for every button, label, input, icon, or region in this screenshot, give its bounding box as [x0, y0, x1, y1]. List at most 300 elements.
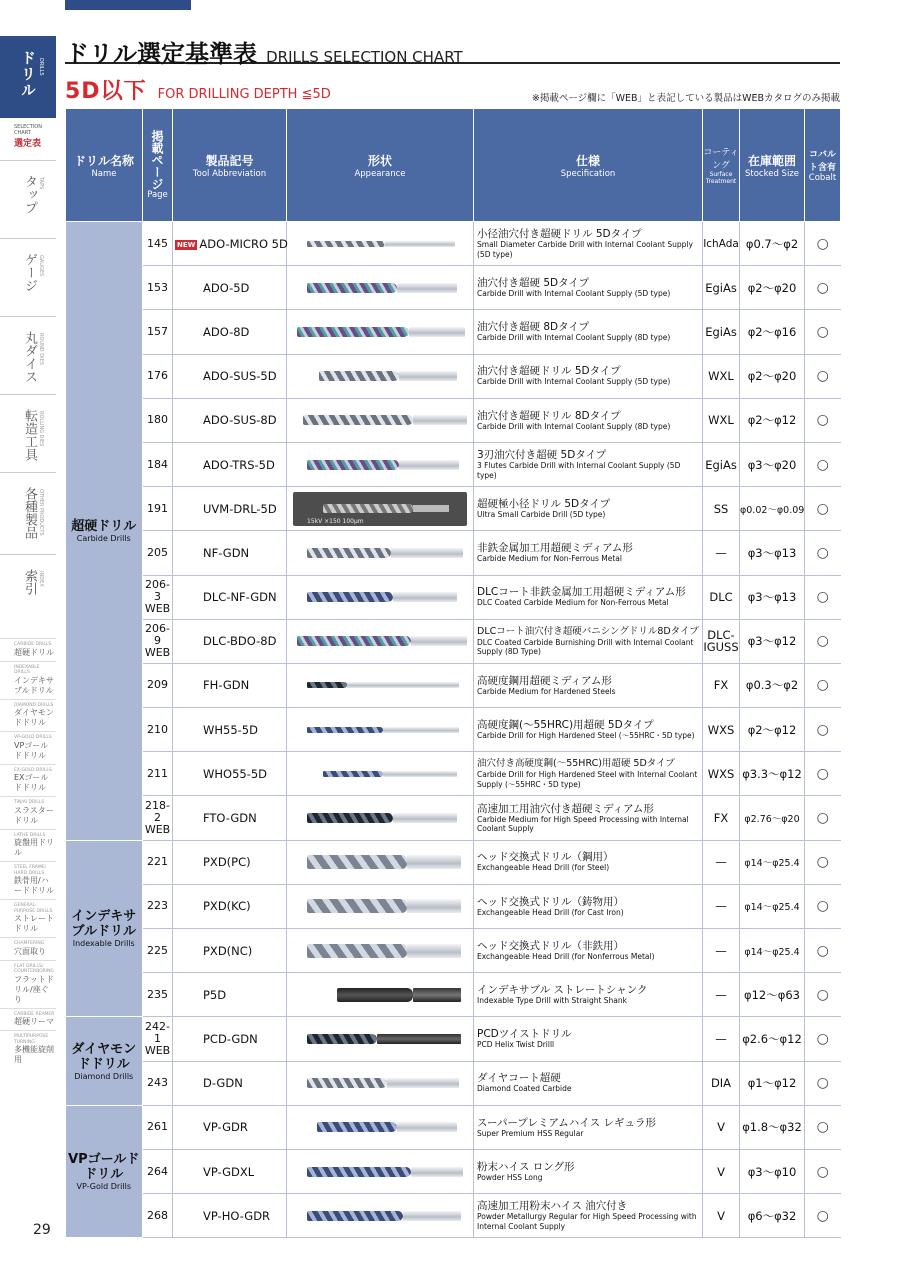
sem-caption: 15kV ×150 100μm	[307, 517, 364, 525]
side-category-en: MULTIPURPOSE TURNING	[14, 1034, 49, 1045]
appearance-cell	[287, 973, 474, 1017]
size-cell: φ2～φ20	[740, 354, 805, 398]
drill-image	[293, 236, 467, 252]
page-cell: 210	[143, 708, 173, 752]
coating-cell: FX	[703, 796, 740, 840]
table-row	[66, 929, 841, 973]
title-jp: ドリル選定基準表	[65, 40, 257, 68]
page-number-text: 206-9	[145, 622, 170, 648]
size-cell: φ3～φ10	[740, 1149, 805, 1193]
size-cell: φ0.3～φ2	[740, 663, 805, 707]
spec-jp: 油穴付き高硬度鋼(～55HRC)用超硬 5Dタイプ	[477, 758, 675, 770]
cobalt-cell: ○	[805, 884, 841, 928]
page-cell: 225	[143, 929, 173, 973]
abbr-cell: UVM-DRL-5D	[173, 487, 287, 531]
side-selection-jp: 選定表	[14, 139, 42, 149]
drill-selection-table	[65, 108, 841, 1238]
col-header-abbr	[173, 109, 287, 222]
appearance-cell	[287, 1149, 474, 1193]
section-heading	[65, 74, 840, 104]
spec-cell	[474, 310, 703, 354]
page-cell: 191	[143, 487, 173, 531]
cobalt-cell: ○	[805, 442, 841, 486]
side-category-item[interactable]	[0, 1008, 56, 1031]
coating-cell: WXS	[703, 708, 740, 752]
page-cell: 243	[143, 1061, 173, 1105]
size-cell: φ2～φ20	[740, 266, 805, 310]
web-label: WEB	[144, 823, 171, 837]
page-number-text: 218-2	[145, 799, 170, 825]
spec-cell	[474, 1105, 703, 1149]
cobalt-cell: ○	[805, 796, 841, 840]
web-note: ※掲載ページ欄に「WEB」と表記している製品はWEBカタログのみ掲載	[531, 93, 840, 104]
side-category-jp: 超硬ドリル	[14, 647, 54, 657]
col-header-en: Appearance	[354, 168, 406, 179]
side-tab-en: OTHER PRODUCTS	[38, 489, 44, 536]
spec-jp: ヘッド交換式ドリル（非鉄用）	[477, 939, 624, 952]
spec-en: DLC Coated Carbide Medium for Non-Ferrous Metal	[477, 598, 669, 608]
drill-image	[293, 1075, 467, 1091]
abbr-cell: FTO-GDN	[173, 796, 287, 840]
coating-text: DLC-	[707, 628, 735, 643]
col-header-en: Name	[91, 168, 117, 179]
drill-image	[293, 1031, 467, 1047]
spec-jp: 油穴付き超硬 5Dタイプ	[477, 277, 590, 290]
col-header-coating	[703, 109, 740, 222]
spec-en: Exchangeable Head Drill (for Cast Iron)	[477, 907, 624, 917]
spec-cell	[474, 398, 703, 442]
side-category-jp: 穴面取り	[14, 946, 46, 956]
col-header-jp: 仕様	[575, 153, 600, 168]
page-cell: 205	[143, 531, 173, 575]
coating-cell: —	[703, 840, 740, 884]
col-header-appearance	[287, 109, 474, 222]
appearance-cell	[287, 531, 474, 575]
side-category-jp: 多機能旋削用	[14, 1045, 54, 1064]
cobalt-cell: ○	[805, 310, 841, 354]
page-number-text: 242-1	[145, 1019, 170, 1045]
abbr-cell: D-GDN	[173, 1061, 287, 1105]
drill-image	[293, 1208, 467, 1224]
cobalt-cell: ○	[805, 708, 841, 752]
size-cell: φ3～φ12	[740, 619, 805, 663]
table-row	[66, 1017, 841, 1061]
spec-cell	[474, 442, 703, 486]
spec-en: Ultra Small Carbide Drill (5D type)	[477, 509, 606, 519]
cobalt-cell: ○	[805, 1105, 841, 1149]
page-cell: 264	[143, 1149, 173, 1193]
abbr-cell: ADO-TRS-5D	[173, 442, 287, 486]
spec-cell	[474, 266, 703, 310]
cobalt-cell: ○	[805, 973, 841, 1017]
side-category-en: CARBIDE DRILLS	[14, 642, 52, 647]
side-category-item[interactable]	[0, 764, 56, 797]
side-category-jp: ストレートドリル	[14, 914, 54, 933]
page-title	[65, 34, 840, 68]
col-header-jp: 製品記号	[205, 153, 254, 168]
side-category-item[interactable]	[0, 699, 56, 732]
coating-cell: IchAda	[703, 222, 740, 266]
spec-en: Powder HSS Long	[477, 1172, 543, 1182]
side-category-en: INDEXABLE DRILLS	[14, 664, 40, 675]
table-row	[66, 222, 841, 266]
cobalt-cell: ○	[805, 1061, 841, 1105]
appearance-cell	[287, 1194, 474, 1238]
side-category-jp: ダイヤモンドドリル	[14, 708, 54, 727]
col-header-spec	[474, 109, 703, 222]
coating-cell: WXL	[703, 354, 740, 398]
web-label: WEB	[144, 602, 171, 616]
abbr-cell: PCD-GDN	[173, 1017, 287, 1061]
side-tab-drills-label: ドリル	[19, 50, 37, 98]
side-category-jp: 旋盤用ドリル	[14, 838, 54, 857]
spec-jp: 超硬極小径ドリル 5Dタイプ	[477, 497, 611, 510]
abbr-cell	[173, 222, 287, 266]
table-row	[66, 973, 841, 1017]
spec-en: DLC Coated Carbide Burnishing Drill with Internal Coolant Supply (8D Type)	[477, 637, 694, 657]
appearance-cell	[287, 354, 474, 398]
cobalt-cell: ○	[805, 1194, 841, 1238]
side-category-en: EX-GOLD DRILLS	[14, 767, 52, 773]
side-category-item[interactable]	[0, 937, 56, 960]
abbr-cell: PXD(PC)	[173, 840, 287, 884]
size-cell: φ2.76～φ20	[740, 796, 805, 840]
side-tab-en: ROUND DIES	[38, 333, 44, 365]
drill-image	[293, 633, 467, 649]
col-header-jp: 掲載ページ	[150, 130, 164, 190]
side-category-jp: スラスタードリル	[14, 805, 54, 825]
spec-cell	[474, 752, 703, 796]
size-cell: φ3～φ20	[740, 442, 805, 486]
group-label-en: VP-Gold Drills	[76, 1182, 132, 1192]
side-category-jp: 超硬リーマ	[14, 1017, 54, 1026]
coating-cell: V	[703, 1149, 740, 1193]
spec-jp: ダイヤコート超硬	[477, 1072, 561, 1085]
abbr-cell: PXD(KC)	[173, 884, 287, 928]
side-category-item[interactable]	[0, 1030, 56, 1068]
abbr-cell: ADO-SUS-8D	[173, 398, 287, 442]
spec-cell	[474, 663, 703, 707]
cobalt-cell: ○	[805, 354, 841, 398]
cobalt-cell: ○	[805, 1017, 841, 1061]
spec-jp: PCDツイストドリル	[477, 1028, 572, 1041]
spec-cell	[474, 796, 703, 840]
col-header-stock	[740, 109, 805, 222]
spec-cell	[474, 1194, 703, 1238]
page-cell: 180	[143, 398, 173, 442]
size-cell: φ6～φ32	[740, 1194, 805, 1238]
group-label-jp: 超硬ドリル	[71, 518, 137, 534]
table-row	[66, 310, 841, 354]
spec-en: Carbide Drill with Internal Coolant Supply (5D type)	[477, 289, 671, 299]
spec-jp: 高硬度鋼(～55HRC)用超硬 5Dタイプ	[477, 718, 654, 731]
coating-cell: EgiAs	[703, 442, 740, 486]
side-category-jp: フラットドリル/座ぐり	[14, 974, 54, 1004]
col-header-en: Cobalt	[808, 173, 837, 183]
col-header-en: Page	[147, 190, 168, 200]
coating-cell: V	[703, 1194, 740, 1238]
spec-jp: 非鉄金属加工用超硬ミディアム形	[477, 542, 633, 555]
table-row	[66, 708, 841, 752]
size-cell: φ3～φ13	[740, 575, 805, 619]
size-cell: φ1.8～φ32	[740, 1105, 805, 1149]
spec-jp: 粉末ハイス ロング形	[477, 1160, 575, 1173]
page-cell	[143, 1017, 173, 1061]
group-label-jp: VPゴールドドリル	[68, 1152, 140, 1183]
spec-en: Carbide Medium for High Speed Processing with Internal Coolant Supply	[477, 814, 689, 834]
page-cell: 221	[143, 840, 173, 884]
appearance-cell	[287, 398, 474, 442]
coating-cell: —	[703, 531, 740, 575]
cobalt-cell: ○	[805, 398, 841, 442]
spec-jp: ヘッド交換式ドリル（鋳物用）	[477, 895, 624, 908]
drill-image	[293, 987, 467, 1003]
spec-jp: 高硬度鋼用超硬ミディアム形	[477, 674, 612, 687]
cobalt-cell: ○	[805, 487, 841, 531]
cobalt-cell: ○	[805, 840, 841, 884]
abbr-cell: DLC-NF-GDN	[173, 575, 287, 619]
side-tab-drills-en: DRILLS	[38, 58, 44, 76]
spec-en: Carbide Drill with Internal Coolant Supply (8D type)	[477, 421, 671, 431]
sem-micrograph-image	[293, 492, 467, 526]
size-cell: φ12～φ63	[740, 973, 805, 1017]
drill-image	[293, 854, 467, 870]
spec-en: Exchangeable Head Drill (for Nonferrous Metal)	[477, 951, 655, 961]
page-number-text: 206-3	[145, 578, 170, 604]
col-header-cobalt	[805, 109, 841, 222]
spec-en: Carbide Drill with Internal Coolant Supply (5D type)	[477, 377, 671, 387]
abbr-cell: DLC-BDO-8D	[173, 619, 287, 663]
cobalt-cell: ○	[805, 1149, 841, 1193]
drill-image	[293, 412, 467, 428]
drill-image	[293, 766, 467, 782]
spec-cell	[474, 840, 703, 884]
side-category-item[interactable]	[0, 731, 56, 764]
side-category-en: LATHE DRILLS	[14, 832, 46, 838]
abbr-cell: VP-GDR	[173, 1105, 287, 1149]
spec-en: Carbide Medium for Non-Ferrous Metal	[477, 554, 622, 564]
spec-en: Diamond Coated Carbide	[477, 1084, 572, 1094]
size-cell: φ2～φ12	[740, 398, 805, 442]
page-cell: 209	[143, 663, 173, 707]
spec-en: Powder Metallurgy Regular for High Speed Processing with Internal Coolant Supply	[477, 1212, 697, 1231]
side-tab-label: 各種製品	[22, 487, 37, 539]
spec-jp: スーパープレミアムハイス レギュラ形	[477, 1116, 657, 1129]
appearance-cell	[287, 1061, 474, 1105]
spec-cell	[474, 575, 703, 619]
spec-cell	[474, 1061, 703, 1105]
page-cell	[143, 796, 173, 840]
col-header-en: Surface Treatment	[705, 171, 737, 185]
page-cell: 184	[143, 442, 173, 486]
appearance-cell	[287, 663, 474, 707]
appearance-cell	[287, 222, 474, 266]
table-row	[66, 1194, 841, 1238]
spec-cell	[474, 222, 703, 266]
appearance-cell	[287, 442, 474, 486]
side-category-en: VP-GOLD DRILLS	[14, 735, 52, 740]
spec-cell	[474, 531, 703, 575]
cobalt-cell: ○	[805, 619, 841, 663]
size-cell: φ3～φ13	[740, 531, 805, 575]
side-category-item[interactable]	[0, 638, 56, 661]
coating-cell: —	[703, 1017, 740, 1061]
appearance-cell	[287, 575, 474, 619]
side-category-jp: EXゴールドドリル	[14, 773, 49, 792]
side-category-list	[0, 638, 56, 1068]
spec-cell	[474, 884, 703, 928]
side-category-en: CHAMFERING	[14, 941, 45, 946]
table-row	[66, 619, 841, 663]
drill-image	[293, 457, 467, 473]
side-category-item[interactable]	[0, 829, 56, 862]
table-row	[66, 840, 841, 884]
side-tab-other-products[interactable]	[0, 472, 56, 554]
abbr-text: ADO-MICRO 5D	[199, 236, 288, 251]
table-row	[66, 531, 841, 575]
web-label: WEB	[144, 1043, 171, 1057]
page-cell: 261	[143, 1105, 173, 1149]
side-tab-en: INDEX	[38, 571, 44, 587]
abbr-cell: VP-GDXL	[173, 1149, 287, 1193]
side-category-item[interactable]	[0, 960, 56, 1008]
appearance-cell	[287, 1017, 474, 1061]
side-tab-label: 索引	[22, 569, 37, 595]
title-en: DRILLS SELECTION CHART	[266, 48, 463, 66]
side-selection-en: SELECTION CHART	[14, 124, 42, 136]
side-category-item[interactable]	[0, 899, 56, 937]
side-tab-label: 丸ダイス	[22, 331, 37, 383]
spec-cell	[474, 354, 703, 398]
size-cell: φ0.02～φ0.09	[740, 487, 805, 531]
spec-cell	[474, 1017, 703, 1061]
spec-en: Exchangeable Head Drill (for Steel)	[477, 863, 610, 873]
spec-jp: ヘッド交換式ドリル（鋼用）	[477, 851, 614, 864]
side-category-jp: 鉄骨用/ハードドリル	[14, 876, 54, 895]
side-category-item[interactable]	[0, 796, 56, 829]
col-header-en: Specification	[560, 168, 616, 179]
coating-cell	[703, 619, 740, 663]
size-cell: φ2.6～φ12	[740, 1017, 805, 1061]
side-tab-rolling-dies[interactable]	[0, 394, 56, 472]
coating-cell: V	[703, 1105, 740, 1149]
page-cell: 145	[143, 222, 173, 266]
side-tab-drills[interactable]	[0, 36, 56, 118]
drill-image	[293, 722, 467, 738]
table-row	[66, 354, 841, 398]
coating-cell: DLC	[703, 575, 740, 619]
drill-image	[293, 545, 467, 561]
abbr-cell: VP-HO-GDR	[173, 1194, 287, 1238]
drill-image	[293, 677, 467, 693]
table-row	[66, 752, 841, 796]
side-tab-label: 転造工具	[22, 409, 37, 461]
size-cell: φ14～φ25.4	[740, 929, 805, 973]
spec-jp: 高速加工用粉末ハイス 油穴付き	[477, 1200, 628, 1213]
coating-cell: —	[703, 929, 740, 973]
group-vp-gold-drills	[66, 1105, 143, 1238]
depth-label-en: FOR DRILLING DEPTH ≦5D	[157, 87, 331, 102]
cobalt-cell: ○	[805, 752, 841, 796]
size-cell: φ1～φ12	[740, 1061, 805, 1105]
spec-en: Carbide Drill for High Hardened Steel (～55HRC・5D type)	[477, 730, 695, 740]
spec-cell	[474, 1149, 703, 1193]
cobalt-cell: ○	[805, 575, 841, 619]
side-category-en: FLAT DRILLS/ COUNTERBORING	[14, 963, 54, 974]
side-selection-chart[interactable]	[0, 124, 56, 160]
table-row	[66, 796, 841, 840]
spec-en: Super Premium HSS Regular	[477, 1128, 584, 1138]
page-number: 29	[33, 1222, 51, 1238]
side-tab-en: GAUGES	[38, 255, 44, 277]
col-header-page	[143, 109, 173, 222]
group-label-jp: インデキサブルドリル	[71, 909, 137, 939]
side-index	[0, 0, 56, 1272]
spec-jp: 油穴付き超硬ドリル 8Dタイプ	[477, 409, 621, 422]
table-header-row	[66, 109, 841, 222]
table-row	[66, 884, 841, 928]
abbr-cell: NF-GDN	[173, 531, 287, 575]
side-category-jp: VPゴールドドリル	[14, 740, 49, 760]
side-category-en: TiN/Al DRILLS	[14, 800, 45, 805]
col-header-jp: ドリル名称	[73, 153, 134, 168]
side-tab-round-dies[interactable]	[0, 316, 56, 394]
table-row	[66, 1105, 841, 1149]
side-category-item[interactable]	[0, 661, 56, 699]
spec-jp: 小径油穴付き超硬ドリル 5Dタイプ	[477, 228, 642, 241]
spec-cell	[474, 487, 703, 531]
appearance-cell	[287, 1105, 474, 1149]
coating-cell: SS	[703, 487, 740, 531]
group-carbide-drills	[66, 222, 143, 841]
spec-en: Carbide Drill for High Hardened Steel with Internal Coolant Supply (～55HRC・5D type)	[477, 770, 698, 789]
table-row	[66, 266, 841, 310]
size-cell: φ2～φ12	[740, 708, 805, 752]
side-category-item[interactable]	[0, 861, 56, 899]
table-row	[66, 442, 841, 486]
spec-cell	[474, 973, 703, 1017]
table-row	[66, 575, 841, 619]
side-tab-gauges[interactable]	[0, 238, 56, 316]
appearance-cell	[287, 266, 474, 310]
appearance-cell	[287, 619, 474, 663]
side-tab-en: TAPS	[38, 177, 44, 190]
col-header-jp: 在庫範囲	[747, 153, 796, 168]
table-row	[66, 1149, 841, 1193]
table-row	[66, 1061, 841, 1105]
group-label-jp: ダイヤモンドドリル	[71, 1041, 137, 1072]
group-indexable-drills	[66, 840, 143, 1017]
cobalt-cell: ○	[805, 531, 841, 575]
coating-cell: WXL	[703, 398, 740, 442]
side-tab-index[interactable]	[0, 554, 56, 638]
coating-cell: WXS	[703, 752, 740, 796]
side-tab-label: タップ	[22, 175, 37, 214]
coating-cell: FX	[703, 663, 740, 707]
table-row	[66, 663, 841, 707]
group-diamond-drills	[66, 1017, 143, 1105]
drill-image	[293, 368, 467, 384]
size-cell: φ3.3～φ12	[740, 752, 805, 796]
appearance-cell	[287, 487, 474, 531]
abbr-cell: FH-GDN	[173, 663, 287, 707]
cobalt-cell: ○	[805, 222, 841, 266]
drill-image	[293, 898, 467, 914]
side-tab-taps[interactable]	[0, 160, 56, 238]
page-cell	[143, 619, 173, 663]
drill-image	[293, 589, 467, 605]
abbr-cell: ADO-5D	[173, 266, 287, 310]
